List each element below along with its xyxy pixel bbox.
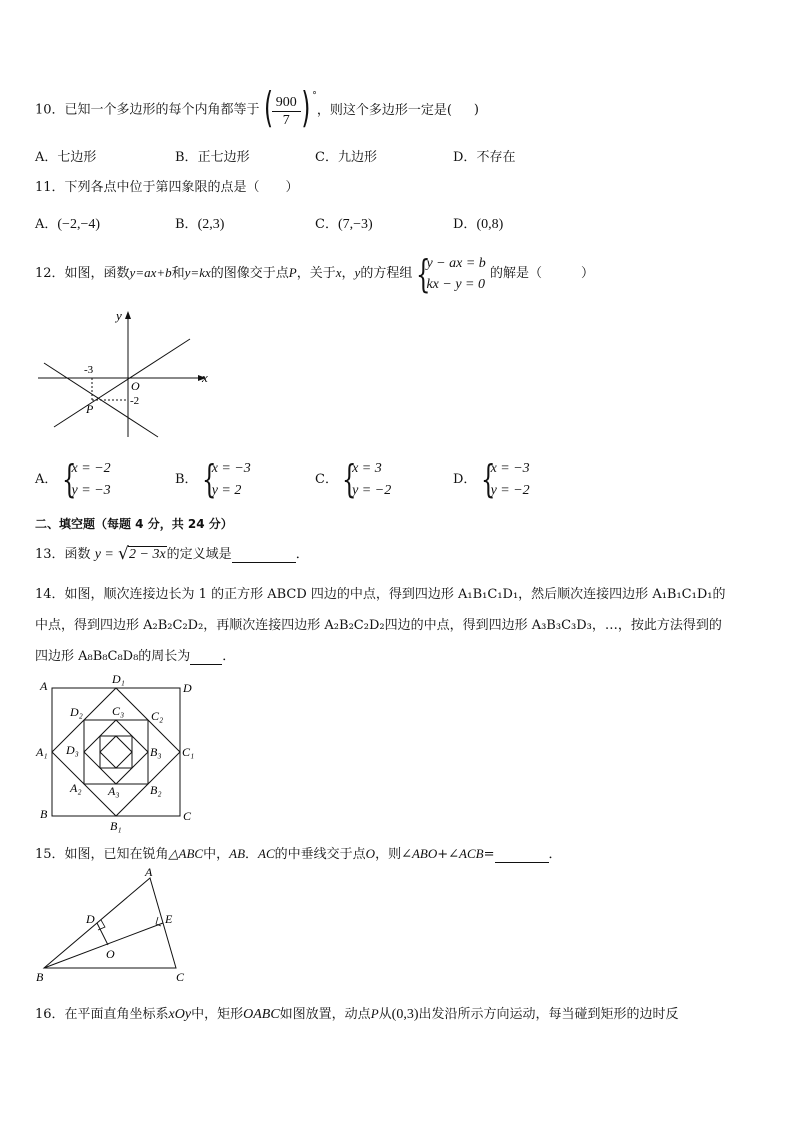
q10-frac-den: 7 xyxy=(282,113,290,128)
q15-angle2: ACB xyxy=(459,846,484,861)
q10-degree: ° xyxy=(312,91,317,101)
q15-eq: = xyxy=(483,847,495,862)
q15-label-d: D xyxy=(86,912,95,926)
q14-answer-blank[interactable] xyxy=(190,649,222,665)
q14-line3 xyxy=(35,645,235,665)
q12-label-p: P xyxy=(86,402,94,416)
q14-label-d1: D₁ xyxy=(112,672,125,686)
q16-stem-a: 16．在平面直角坐标系 xyxy=(35,1007,169,1022)
q14-figure xyxy=(30,670,210,836)
q12-comma: ， xyxy=(341,266,355,281)
q12-option-b[interactable]: B． { x = −3 y = 2 xyxy=(175,457,251,501)
q16-stem-b: 中，矩形 xyxy=(191,1007,244,1022)
q10-stem-a: 10．已知一个多边形的每个内角都等于 xyxy=(35,102,260,118)
q12-label-tick-x: -3 xyxy=(84,364,94,376)
q12-stem-a: 12．如图，函数 xyxy=(35,266,130,281)
q16-stem xyxy=(35,1003,679,1023)
q11-option-b[interactable] xyxy=(175,213,224,233)
q12-option-c[interactable]: C． { x = 3 y = −2 xyxy=(315,457,392,501)
q14-label-b1: B₁ xyxy=(110,819,122,833)
q14-line3-end: ． xyxy=(222,649,236,664)
q15-label-o: O xyxy=(106,947,115,961)
q14-label-d2: D₂ xyxy=(70,705,83,719)
q14-label-a2: A₂ xyxy=(70,781,82,795)
q15-label-a: A xyxy=(145,866,153,879)
q12-option-a-eq1: x = −2 xyxy=(71,461,111,476)
q15-stem-a: 15．如图，已知在锐角 xyxy=(35,847,169,862)
q12-stem-c: ，关于 xyxy=(296,266,336,281)
q15-right-angle-e xyxy=(156,917,161,926)
q14-label-b3: B₃ xyxy=(150,745,162,759)
q14-line3-text: 四边形 A₈B₈C₈D₈的周长为 xyxy=(35,649,191,664)
q12-option-d[interactable]: D． { x = −3 y = −2 xyxy=(453,457,530,501)
q12-option-d-label: D． xyxy=(453,472,477,487)
q12-stem xyxy=(35,250,594,296)
q10-option-d-label: D． xyxy=(453,150,477,165)
q10-stem-c: ) xyxy=(473,102,479,118)
q10-option-b-text: 正七边形 xyxy=(197,150,250,165)
q12-f2: y=kx xyxy=(184,265,211,280)
q13-stem-a: 13．函数 xyxy=(35,547,91,562)
q15-figure xyxy=(30,866,200,988)
q10-option-c-text: 九边形 xyxy=(337,150,377,165)
q15-label-c: C xyxy=(176,970,185,984)
q16-stem-e: 出发沿所示方向运动，每当碰到矩形的边时反 xyxy=(418,1007,679,1022)
q10-option-b-label: B． xyxy=(175,150,198,165)
q10-option-d[interactable] xyxy=(453,146,515,165)
q12-option-c-eq1: x = 3 xyxy=(352,461,382,476)
q12-option-b-label: B． xyxy=(175,472,198,487)
q11-option-a[interactable] xyxy=(35,213,100,233)
q12-option-b-eq2: y = 2 xyxy=(211,483,242,498)
q14-label-a: A xyxy=(40,679,48,693)
q13-func-y: y = xyxy=(94,547,114,562)
q16-point: (0,3) xyxy=(391,1007,419,1022)
q14-square-4 xyxy=(100,736,132,768)
q16-stem-c: 如图放置，动点 xyxy=(279,1007,371,1022)
q13-stem-b: 的定义域是 xyxy=(166,547,232,562)
q14-square-a2b2c2d2 xyxy=(84,720,148,784)
q10-stem xyxy=(35,83,479,132)
q12-p: P xyxy=(288,265,297,280)
q15-angle1: ABO xyxy=(411,846,438,861)
q10-option-b[interactable] xyxy=(175,146,250,165)
q11-option-c-text: (7,−3) xyxy=(337,217,373,232)
q12-graph xyxy=(30,305,220,445)
q14-label-d: D xyxy=(183,681,192,695)
q12-f1: y=ax+b xyxy=(129,265,172,280)
q13-stem-c: ． xyxy=(295,547,309,562)
q15-end: ． xyxy=(548,847,562,862)
q14-label-a3: A₃ xyxy=(108,784,120,798)
q12-option-c-label: C． xyxy=(315,472,338,487)
q16-oabc: OABC xyxy=(243,1007,280,1022)
q12-option-d-eq2: y = −2 xyxy=(490,483,530,498)
q12-label-o: O xyxy=(131,379,140,393)
q14-label-b: B xyxy=(40,807,48,821)
q15-ab: AB xyxy=(229,846,246,861)
q12-stem-d: 的方程组 xyxy=(360,266,413,281)
q12-option-c-eq2: y = −2 xyxy=(352,483,392,498)
q12-option-a[interactable]: A． { x = −2 y = −3 xyxy=(35,457,111,501)
q12-eq2: kx − y = 0 xyxy=(426,276,486,292)
q14-label-b2: B₂ xyxy=(150,783,162,797)
q15-sep: ． xyxy=(245,847,259,862)
q10-stem-b: ，则这个多边形一定是( xyxy=(316,102,452,118)
q14-label-c2: C₂ xyxy=(151,709,164,723)
q12-stem-b: 的图像交于点 xyxy=(210,266,289,281)
q10-option-d-text: 不存在 xyxy=(476,150,516,165)
q14-square-5 xyxy=(100,736,132,768)
q15-answer-blank[interactable] xyxy=(495,847,549,863)
q12-eq1: y − ax = b xyxy=(426,255,486,271)
q14-label-c: C xyxy=(183,809,192,823)
q13-stem xyxy=(35,543,309,563)
q12-y: y xyxy=(354,265,361,280)
q12-label-x: x xyxy=(202,370,208,385)
q14-line2: 中点，得到四边形 A₂B₂C₂D₂，再顺次连接四边形 A₂B₂C₂D₂四边的中点，得到四边形 A₃B₃C₃D₃，…，按此方法得到的 xyxy=(35,618,722,633)
q12-x: x xyxy=(335,265,342,280)
q15-stem-c: 的中垂线交于点 xyxy=(274,847,366,862)
q14-label-c3: C₃ xyxy=(112,704,125,718)
q10-fraction: ( $\frac{900}{7}$ ) ° xyxy=(264,88,309,132)
q15-segment-be xyxy=(44,923,163,968)
q15-ac: AC xyxy=(258,846,275,861)
q12-option-a-label: A． xyxy=(35,472,58,487)
q15-stem-d: ，则∠ xyxy=(375,847,412,862)
q16-p: P xyxy=(370,1006,379,1021)
q14-label-d3: D₃ xyxy=(66,743,79,757)
q15-label-b: B xyxy=(36,970,44,984)
q10-option-a-label: A． xyxy=(35,150,58,165)
q11-option-b-text: (2,3) xyxy=(197,217,225,232)
q11-option-a-text: (−2,−4) xyxy=(57,217,101,232)
section-title-fill-blank: 二、填空题（每题 4 分，共 24 分） xyxy=(35,517,233,531)
q12-and: 和 xyxy=(171,266,185,281)
q12-label-y: y xyxy=(116,308,122,323)
q11-option-c-label: C． xyxy=(315,217,338,232)
q11-option-a-label: A． xyxy=(35,217,58,232)
q12-stem-e: 的解是（ ） xyxy=(489,266,594,281)
q11-stem: 11．下列各点中位于第四象限的点是（ ） xyxy=(35,180,299,195)
q10-option-a-text: 七边形 xyxy=(57,150,97,165)
q11-option-d-label: D． xyxy=(453,217,477,232)
q14-label-a1: A₁ xyxy=(36,745,48,759)
q15-stem xyxy=(35,843,562,863)
q14-square-a3b3c3d3 xyxy=(84,720,148,784)
q12-system: { y − ax = b kx − y = 0 xyxy=(416,251,486,296)
q14-line1: 14．如图，顺次连接边长为 1 的正方形 ABCD 四边的中点，得到四边形 A₁B₁C₁D₁，然后顺次连接四边形 A₁B₁C₁D₁的 xyxy=(35,587,726,602)
q11-option-c[interactable] xyxy=(315,213,373,233)
q10-option-c[interactable] xyxy=(315,146,377,165)
q15-o: O xyxy=(365,846,376,861)
q13-radicand: 2 − 3x xyxy=(129,547,166,562)
q12-option-a-eq2: y = −3 xyxy=(71,483,111,498)
q15-segment-do xyxy=(97,923,108,945)
q12-label-tick-y: -2 xyxy=(130,395,140,407)
q11-option-b-label: B． xyxy=(175,217,198,232)
q15-triangle: △ABC xyxy=(168,846,204,861)
q11-option-d[interactable] xyxy=(453,213,503,233)
q11-option-d-text: (0,8) xyxy=(476,217,504,232)
q15-stem-b: 中， xyxy=(203,847,230,862)
q10-option-c-label: C． xyxy=(315,150,338,165)
q15-plus: +∠ xyxy=(437,847,460,862)
q16-xoy: xOy xyxy=(168,1007,192,1022)
q15-label-e: E xyxy=(165,912,173,926)
q14-label-c1: C₁ xyxy=(182,745,195,759)
q13-answer-blank[interactable] xyxy=(232,547,296,563)
q10-option-a[interactable] xyxy=(35,146,96,165)
q13-sqrt: √ 2 − 3x xyxy=(118,544,166,564)
q16-stem-d: 从 xyxy=(378,1007,392,1022)
q12-option-b-eq1: x = −3 xyxy=(211,461,251,476)
q10-frac-num: 900 xyxy=(272,94,301,112)
q12-y-arrow xyxy=(125,311,131,319)
q12-option-d-eq1: x = −3 xyxy=(490,461,530,476)
